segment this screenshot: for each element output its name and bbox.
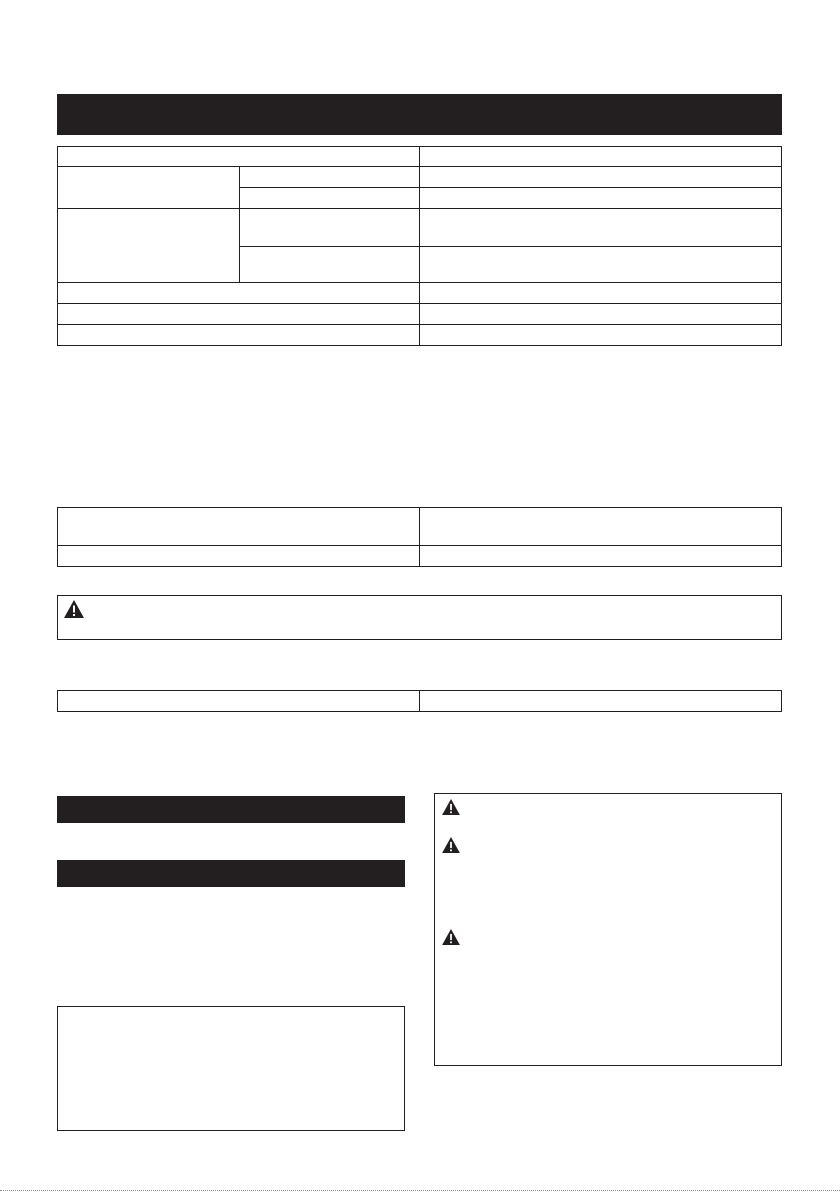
table-cell bbox=[419, 324, 782, 346]
warning-triangle-icon bbox=[442, 837, 460, 853]
table-cell bbox=[239, 246, 420, 283]
table-cell bbox=[419, 187, 782, 209]
table-cell bbox=[239, 187, 420, 209]
section-heading-banner bbox=[57, 796, 405, 823]
table-cell bbox=[419, 208, 782, 247]
table-cell bbox=[57, 690, 420, 712]
table-cell bbox=[57, 507, 420, 546]
section-heading-banner bbox=[57, 860, 405, 887]
warning-triangle-icon bbox=[442, 929, 460, 945]
table-cell bbox=[57, 282, 420, 304]
table-cell bbox=[419, 303, 782, 325]
table-cell bbox=[419, 282, 782, 304]
safety-warnings-box bbox=[434, 793, 782, 1066]
warning-box bbox=[57, 595, 782, 640]
table-cell bbox=[419, 545, 782, 567]
table-cell bbox=[57, 545, 420, 567]
table-cell bbox=[419, 690, 782, 712]
table-cell bbox=[57, 303, 420, 325]
warning-triangle-icon bbox=[442, 799, 460, 815]
table-cell bbox=[57, 324, 420, 346]
table-cell bbox=[57, 166, 240, 209]
warning-triangle-icon bbox=[64, 600, 84, 618]
table-cell bbox=[419, 146, 782, 167]
table-cell bbox=[57, 146, 420, 167]
table-cell bbox=[239, 166, 420, 188]
table-cell bbox=[419, 507, 782, 546]
table-cell bbox=[239, 208, 420, 247]
note-box bbox=[57, 1006, 405, 1131]
table-cell bbox=[57, 208, 240, 283]
section-title-banner bbox=[57, 94, 782, 135]
table-cell bbox=[419, 246, 782, 283]
table-cell bbox=[419, 166, 782, 188]
